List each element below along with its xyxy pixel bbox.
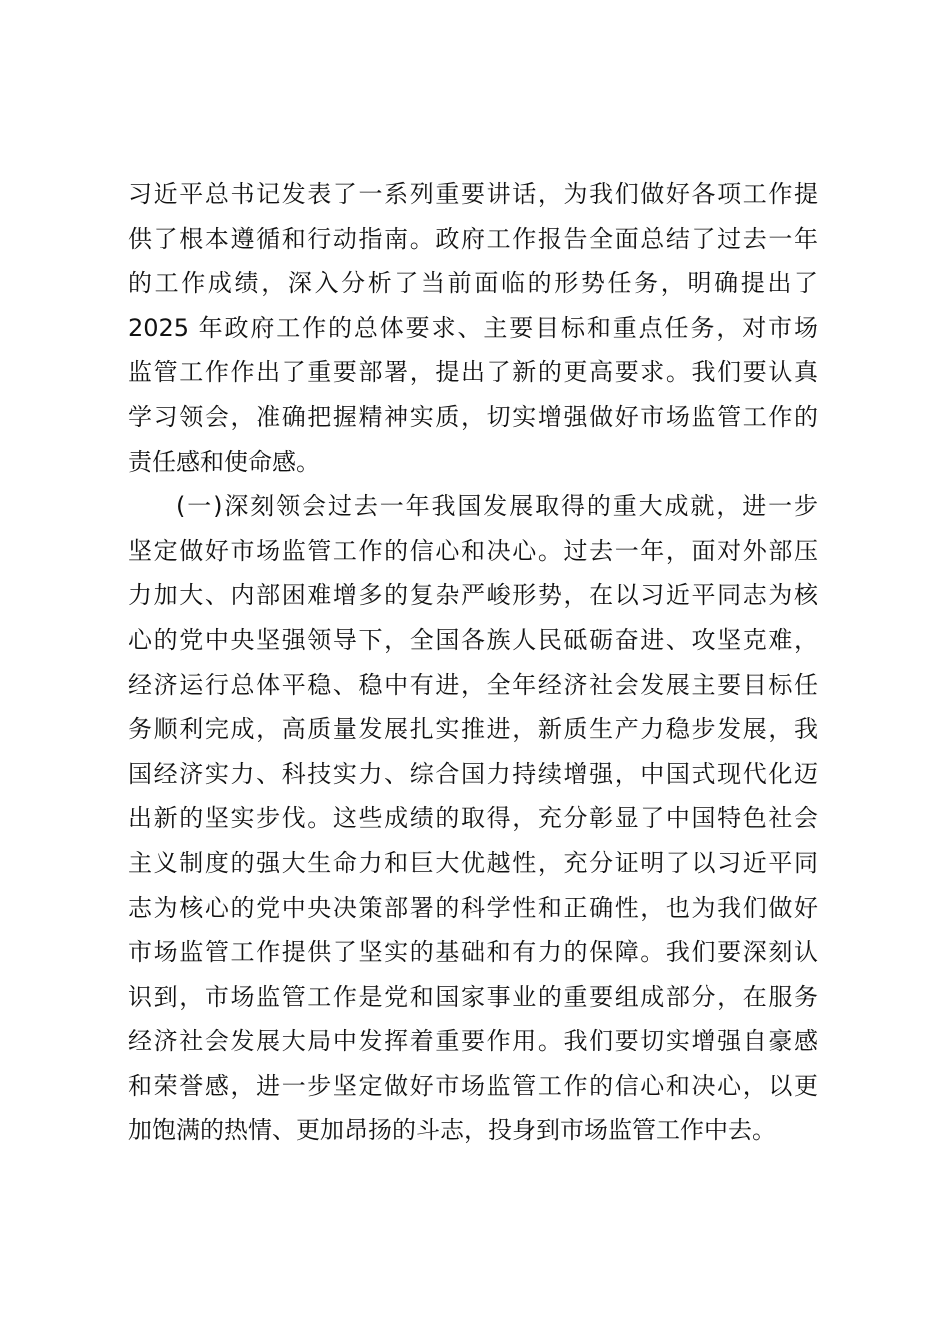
text-line: 坚定做好市场监管工作的信心和决心。过去一年，面对外部压 — [128, 536, 818, 565]
text-line: 监管工作作出了重要部署，提出了新的更高要求。我们要认真 — [128, 358, 818, 387]
text-line: 主义制度的强大生命力和巨大优越性，充分证明了以习近平同 — [128, 848, 818, 877]
text-line: 供了根本遵循和行动指南。政府工作报告全面总结了过去一年 — [128, 224, 818, 253]
body-text — [128, 172, 818, 1153]
text-line: 习近平总书记发表了一系列重要讲话，为我们做好各项工作提 — [128, 180, 818, 208]
text-line: 加饱满的热情、更加昂扬的斗志，投身到市场监管工作中去。 — [128, 1116, 776, 1145]
text-line: 务顺利完成，高质量发展扎实推进，新质生产力稳步发展，我 — [128, 715, 818, 744]
text-line: 心的党中央坚强领导下，全国各族人民砥砺奋进、攻坚克难， — [128, 625, 818, 654]
text-line: 市场监管工作提供了坚实的基础和有力的保障。我们要深刻认 — [128, 938, 818, 967]
text-line: 力加大、内部困难增多的复杂严峻形势，在以习近平同志为核 — [128, 581, 818, 610]
text-line: 识到，市场监管工作是党和国家事业的重要组成部分，在服务 — [128, 982, 818, 1011]
text-line: 国经济实力、科技实力、综合国力持续增强，中国式现代化迈 — [128, 759, 818, 788]
text-line: 出新的坚实步伐。这些成绩的取得，充分彰显了中国特色社会 — [128, 804, 818, 833]
text-line: 和荣誉感，进一步坚定做好市场监管工作的信心和决心，以更 — [128, 1071, 818, 1100]
section-heading-line: (一)深刻领会过去一年我国发展取得的重大成就，进一步 — [176, 492, 818, 521]
text-line: 2025 年政府工作的总体要求、主要目标和重点任务，对市场 — [128, 313, 818, 342]
text-line: 责任感和使命感。 — [128, 447, 320, 476]
text-line: 志为核心的党中央决策部署的科学性和正确性，也为我们做好 — [128, 893, 818, 922]
text-line: 经济社会发展大局中发挥着重要作用。我们要切实增强自豪感 — [128, 1027, 818, 1056]
text-line: 的工作成绩，深入分析了当前面临的形势任务，明确提出了 — [128, 269, 818, 298]
text-line: 经济运行总体平稳、稳中有进，全年经济社会发展主要目标任 — [128, 670, 818, 699]
text-line: 学习领会，准确把握精神实质，切实增强做好市场监管工作的 — [128, 402, 818, 431]
